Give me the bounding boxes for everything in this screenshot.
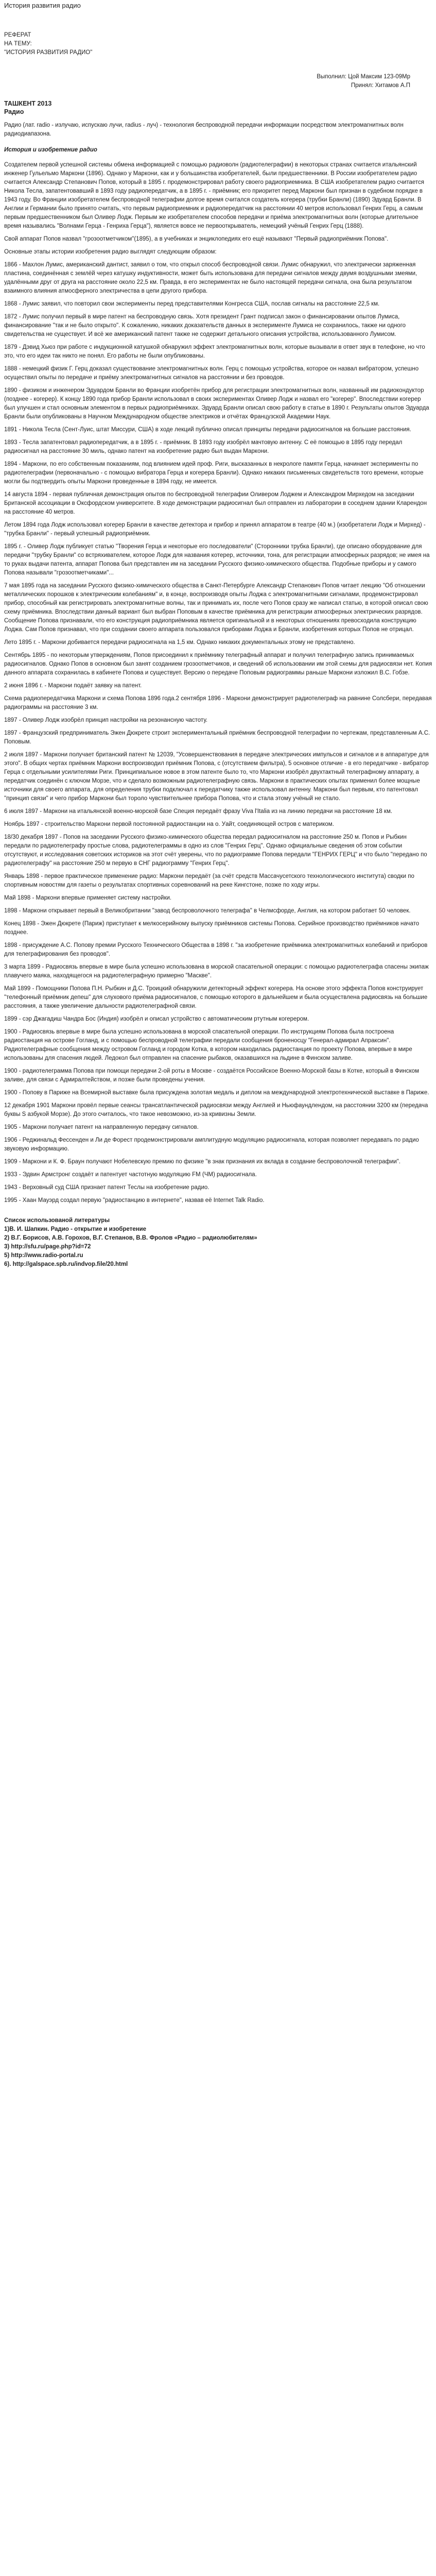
reference-item: 3) http://sfu.ru/page.php?id=72	[4, 1244, 91, 1250]
body-paragraph: 6 июля 1897 - Маркони на итальянской военно-морской базе Специя передаёт фразу Viva l'Italia из на линию передачи на расстояние 18 км.	[4, 808, 393, 815]
body-paragraph: 1890 - физиком и инженером Эдуардом Бранли во Франции изобретён прибор для регистрации электромагнитных волн, названный им радиокондуктор (позднее - когерер). К концу 1890 года прибор Бранли использовал в своих экспериментах Оливер Лодж и назвал его "когерер". Впоследствии когерер был улучшен и стал основным элементом в первых радиоприёмниках. Эдуард Бранли описал свою работу в статье в 1890 г. Результаты опытов Эдуарда Бранли были опубликованы в Научном Международном обществе электриков и отчётах Французской Академии Наук.	[4, 387, 429, 420]
body-paragraph: Лето 1895 г. - Маркони добивается передачи радиосигнала на 1,5 км. Однако никаких документальных этому не представлено.	[4, 639, 355, 646]
body-paragraph: Ноябрь 1897 - строительство Маркони первой постоянной радиостанции на о. Уайт, соединяющей остров с материком.	[4, 821, 334, 827]
body-paragraph: 1899 - сэр Джагадиш Чандра Бос (Индия) изобрёл и описал устройство с автоматическим ртутным когерером.	[4, 1016, 309, 1022]
body-paragraph: 1905 - Маркони получает патент на направленную передачу сигналов.	[4, 1124, 199, 1130]
body-paragraph: 1943 - Верховный суд США признает патент Теслы на изобретение радио.	[4, 1184, 210, 1191]
body-paragraph: 1879 - Дэвид Хьюз при работе с индукционной катушкой обнаружил эффект электромагнитных волн, которые вызывали в ответ звук в телефоне, но что это, что его идеи так никто не понял. Его работы не были опубликованы.	[4, 344, 425, 359]
body-paragraph: 1900 - радиотелеграмма Попова при помощи передачи 2-ой роты в Москве - создаётся Российское Военно-Морской базы в Котке, который в Финском заливе, для связи с Адмиралтейством, и позже были проведены учения.	[4, 1068, 419, 1083]
body-paragraph: 1909 - Маркони и К. Ф. Браун получают Нобелевскую премию по физике "в знак признания их вклада в создание беспроволочной телеграфии".	[4, 1159, 401, 1165]
performed-by: Выполнил: Цой Максим 123-09Мр	[317, 74, 410, 80]
report-topic: "ИСТОРИЯ РАЗВИТИЯ РАДИО"	[4, 49, 93, 56]
report-subject-label: НА ТЕМУ:	[4, 41, 32, 47]
body-paragraph: Летом 1894 года Лодж использовал когерер Бранли в качестве детектора и прибор и принял аппаратом в театре (40 м.) (изобретатели Лодж и Мирхед) - "трубка Бранли" - первый успешный радиоприёмник.	[4, 522, 426, 537]
body-paragraph: 1898 - присуждение А.С. Попову премии Русского Технического Общества в 1898 г. "за изобретение приёмника электромагнитных колебаний и приборов для телеграфирования без проводов".	[4, 942, 428, 957]
document	[0, 0, 436, 1269]
body-paragraph: 1897 - Оливер Лодж изобрёл принцип настройки на резонансную частоту.	[4, 717, 208, 723]
body-paragraph: 1888 - немецкий физик Г. Герц доказал существование электромагнитных волн. Герц с помощью устройства, которое он назвал вибратором, успешно осуществил опыты по передаче и приёму электромагнитных сигналов на расстоянии и без проводов.	[4, 366, 419, 381]
references-list	[4, 1225, 433, 1269]
report-label: РЕФЕРАТ	[4, 32, 31, 38]
references-title: Список использованой литературы	[4, 1217, 110, 1224]
body-paragraph: 14 августа 1894 - первая публичная демонстрация опытов по беспроводной телеграфии Оливером Лоджем и Александром Мирхедом на заседании Британской ассоциации в Оксфордском университете. В ходе демонстрации радиосигнал был отправлен из лаборатории в соседнем здании Кларендон на расстояние 40 метров.	[4, 492, 427, 515]
body-paragraph: Май 1899 - Помощники Попова П.Н. Рыбкин и Д.С. Троицкий обнаружили детекторный эффект когерера. На основе этого эффекта Попов конструирует "телефонный приёмник депеш" для слухового приёма радиосигналов, с помощью которого в дальнейшем и была осуществлена радиосвязь на большие расстояния, а также увеличение дальности радиотелеграфной связи.	[4, 986, 428, 1009]
body-paragraph: 1891 - Никола Тесла (Сент-Луис, штат Миссури, США) в ходе лекций публично описал принципы передачи радиосигналов на большие расстояния.	[4, 427, 411, 433]
body-paragraph: 7 мая 1895 года на заседании Русского физико-химического общества в Санкт-Петербурге Александр Степанович Попов читает лекцию "Об отношении металлических порошков к электрическим колебаниям" и, в конце, воспроизводя опыты Лоджа с электромагнитными сигналами, продемонстрировал прибор, способный как регистрировать электромагнитные волны, так и принимать их, после чего Попов сразу же написал статью, в которой описал свою схему приёмника. Впоследствии данный вариант был выбран Поповым в качестве приёмника для регистрации атмосферных электрических разрядов. Сообщение Попова признавали, что его конструкция радиоприёмника является оригинальной и в некоторых отношениях превосходила конструкцию Лоджа. Сам Попов признавал, что при создании своего аппарата пользовался приборами Лоджа и Бранли, изобретения которых Попов не отрицал.	[4, 583, 428, 633]
body-paragraph: 3 марта 1899 - Радиосвязь впервые в мире была успешно использована в морской спасательной операции: с помощью радиотелеграфа спасены экипаж плавучего маяка, находящегося на радиотелеграфную примерно "Маскве".	[4, 964, 429, 979]
body-paragraph: 1866 - Махлон Лумис, американский дантист, заявил о том, что открыл способ беспроводной связи. Лумис обнаружил, что электрически заряженная пластина, соединённая с землёй через катушку индуктивности, может быть использована для передачи сигналов между двумя воздушными змеями, удалёнными друг от друга на расстояние около 22,5 км. Правда, в его экспериментах не было настоящей передачи сигнала, она была результатом взаимного влияния атмосферного электричества в цепи другого прибора.	[4, 262, 417, 294]
reference-item: 5) http://www.radio-portal.ru	[4, 1252, 83, 1259]
reference-item: 6). http://galspace.spb.ru/indvop.file/20.html	[4, 1261, 128, 1267]
body-paragraphs	[4, 161, 433, 1205]
body-paragraph: 1898 - Маркони открывает первый в Великобритании "завод беспроволочного телеграфа" в Челмсфорде, Англия, на котором работает 50 человек.	[4, 908, 411, 914]
report-header	[4, 31, 433, 57]
body-paragraph: 1995 - Хаан Мауэрд создал первую "радиостанцию в интернете", назвав её Internet Talk Radio.	[4, 1197, 265, 1204]
accepted-by: Принял: Хитамов А.П	[351, 82, 410, 89]
body-paragraph: 1872 - Лумис получил первый в мире патент на беспроводную связь. Хотя президент Грант подписал закон о финансировании опытов Лумиса, финансирование "так и не было открыто". К сожалению, никаких доказательств данных в эксперименте Лумиса не сохранилось, также ни одного свидетельства не существует. И всё же американский патент также не содержит детального описания устройства, использованного Лумисом.	[4, 314, 406, 337]
city-year: ТАШКЕНТ 2013	[4, 100, 52, 107]
body-paragraph: 1933 - Эдвин Армстронг создаёт и патентует частотную модуляцию FM (ЧМ) радиосигнала.	[4, 1172, 257, 1178]
body-paragraph: Январь 1898 - первое практическое применение радио: Маркони передаёт (за счёт средств Массачусетского технологического института) сводки по спортивным новостям для газеты о результатах спортивных соревнований на реке Кингстоне, позже по ходу игры.	[4, 873, 414, 888]
body-paragraph: Май 1898 - Маркони впервые применяет систему настройки.	[4, 895, 172, 901]
reference-item: 1)В. И. Шапкин. Радио - открытие и изобретение	[4, 1226, 147, 1232]
section-heading: История и изобретение радио	[4, 147, 97, 153]
body-paragraph: 1906 - Реджинальд Фессенден и Ли де Форест продемонстрировали амплитудную модуляцию радиосигнала, которая позволяет передавать по радио звуковую информацию.	[4, 1137, 419, 1152]
body-paragraph: 1868 - Лумис заявил, что повторил свои эксперименты перед представителями Конгресса США, послав сигналы на расстояние 22,5 км.	[4, 301, 380, 307]
body-paragraph: 2 июля 1897 - Маркони получает британский патент № 12039, "Усовершенствования в передаче электрических импульсов и сигналов и в аппаратуре для этого". В общих чертах приёмник Маркони воспроизводил приёмник Попова, с (отсутствием фильтра), 5 основное отличие - в его передатчике - вибратор Герца с отдельными усилителями Риги. Принципиальное новое в этом патенте было то, что Маркони изобрёл двухтактный телеграфному аппарату, а передатчик соединён с ключом Морзе, что и сделало возможным радиотелеграфную связь. Маркони в практических опытах применил более мощные источники для своего аппарата, для определения трубки подключал к передатчику также использовал антенну. Маркони был первым, кто патентовал "принцип связи" и чего прибор Маркони был тороло чувствительнее прибора Попова, что и стала этому учёный не стало.	[4, 752, 429, 802]
author-block	[4, 73, 433, 90]
body-paragraph: 2 июня 1896 г. - Маркони подаёт заявку на патент.	[4, 683, 142, 689]
body-paragraph: 1893 - Тесла запатентовал радиопередатчик, а в 1895 г. - приёмник. В 1893 году изобрёл мачтовую антенну. С её помощью в 1895 году передал радиосигнал на расстояние 30 миль, однако патент на изобретение радио был выдан Маркони.	[4, 439, 403, 454]
body-paragraph: 12 декабря 1901 Маркони провёл первые сеансы трансатлантической радиосвязи между Англией и Ньюфаундлендом, на расстоянии 3200 км (передача буквы S азбукой Морзе). До этого считалось, что такое невозможно, из-за кривизны Земли.	[4, 1103, 428, 1117]
body-paragraph: Основные этапы истории изобретения радио выглядят следующим образом:	[4, 249, 217, 255]
body-paragraph: Свой аппарат Попов назвал "грозоотметчиком"(1895), а в учебниках и энциклопедиях его ещё называют "Первый радиоприёмник Попова".	[4, 236, 389, 242]
body-paragraph: 1895 г. - Оливер Лодж публикует статью "Творения Герца и некоторые его последователи" (Сторонники трубка Бранли), где описано оборудование для передачи "трубку Бранли" со встряхивателем, которое Лодж для названия котерер, источники, тона, для регистрации атмосферных разрядов; не имея на то руках выдачи патента, аппарат Попова был представлен им на заседании Русского физико-химического общества. Подобные приборы и у самого Попова называли "грозоотметчиками"...	[4, 544, 430, 576]
body-paragraph: Схема радиопередатчика Маркони и схема Попова 1896 года.2 сентября 1896 - Маркони демонстрирует радиотелеграф на равнине Солсбери, передавая радиограммы на расстояние 3 км.	[4, 696, 432, 710]
body-paragraph: 1894 - Маркони, по его собственным показаниям, под влиянием идей проф. Риги, высказанных в некрологе памяти Герца, начинает эксперименты по радиотелеграфии (первоначально - с помощью вибратора Герца и когерера Бранли). Однако никаких письменных свидетельств того времени, которые могли бы подтвердить опыты Маркони проведенные в 1894 году, не имеется.	[4, 461, 424, 485]
body-paragraph: Сентябрь 1895 - по некоторым утверждениям, Попов присоединил к приёмнику телеграфный аппарат и получил телеграфную запись принимаемых радиосигналов. Однако Попов в основном был занят созданием грозоотметчиков, и сведений об использовании им этой схемы для радиосвязи нет. Копия данного аппарата сохранилась в кабинете Попова и существует. Версию о передаче Поповым радиограммы раньше Маркони изложил В.С. Гобзе.	[4, 652, 432, 676]
city-year-block	[4, 99, 433, 116]
reference-item: 2) В.Г. Борисов, А.В. Горохов, В.Г. Степанов, В.В. Фролов «Радио – радиолюбителям»	[4, 1235, 257, 1241]
body-paragraph: 18/30 декабря 1897 - Попов на заседании Русского физико-химического общества передал радиосигналом на расстояние 250 м. Попов и Рыбкин передали по радиотелеграфу простые слова, радиотелеграммы в одно из слов "Генрих Герц". Однако официальные сведения об этом событии отсутствуют, и исследования советских историков на этот счёт уверены, что по радиограмме Попова передали "ГЕНРИХ ГЕРЦ" и что было "передано по радиотелеграфу" на расстояние 250 м первую в СНГ радиограмму "Генрих Герц".	[4, 834, 427, 867]
body-paragraph: Конец 1898 - Эжен Дюкрете (Париж) приступает к мелкосерийному выпуску приёмников системы Попова. Серийное производство приёмников начато позднее.	[4, 921, 420, 936]
body-paragraph: Создателем первой успешной системы обмена информацией с помощью радиоволн (радиотелеграфии) в некоторых странах считается итальянский инженер Гульельмо Маркони (1896). Однако у Маркони, как и у большинства изобретателей, были предшественники. В России изобретателем радио считается Александр Степанович Попов, который в 1895 г. продемонстрировал работу своего радиоприемника. В США изобретателем радио считается Никола Тесла, запатентовавший в 1893 году радиопередатчик, а в 1895 г. - приёмник; его приоритет перед Маркони был признан в судебном порядке в 1943 году. Во Франции изобретателем беспроводной телеграфии долгое время считался создатель когерера (трубки Бранли) (1890) Эдуард Бранли. В Англии и Германии было принято считать, что первым радиоприемник и радиопередатчик на расстоянии 40 метров использовал Генрих Герц, а самым первым предшественником был Оливер Лодж. Первым же изобретателем способов передачи и приёма электромагнитных волн (которые длительное время назывались "Волнами Герца - Генриха Герца"), является вовсе не первооткрыватель, немецкий учёный Генрих Герц (1888).	[4, 162, 424, 229]
body-paragraph: 1897 - Французский предприниматель Эжен Дюкрете строит экспериментальный приёмник беспроводной телеграфии по чертежам, представленным А.С. Поповым.	[4, 730, 430, 745]
document-heading: Радио	[4, 108, 24, 115]
body-paragraph: 1900 - Радиосвязь впервые в мире была успешно использована в морской спасательной операции. По инструкциям Попова была построена радиостанция на острове Гогланд, и с помощью беспроводной телеграфии передали сообщения броненосцу "Генерал-адмирал Апраксин". Радиотелеграфные сообщения между островом Гогланд и городом Котка, в котором находилась радиостанция по проекту Попова, впервые в мире использованы для спасения людей. Ледокол был отправлен на спасение рыбаков, оказавшихся на льдине в Финском заливе.	[4, 1029, 412, 1061]
intro-paragraph: Радио (лат. radio - излучаю, испускаю лучи, radius - луч) - технология беспроводной передачи информации посредством электромагнитных волн радиодиапазона.	[4, 122, 404, 137]
body-paragraph: 1900 - Попову в Париже на Всемирной выставке была присуждена золотая медаль и диплом на международной электротехнической выставке в Париже.	[4, 1090, 429, 1096]
page-title: История развития радио	[4, 2, 81, 9]
